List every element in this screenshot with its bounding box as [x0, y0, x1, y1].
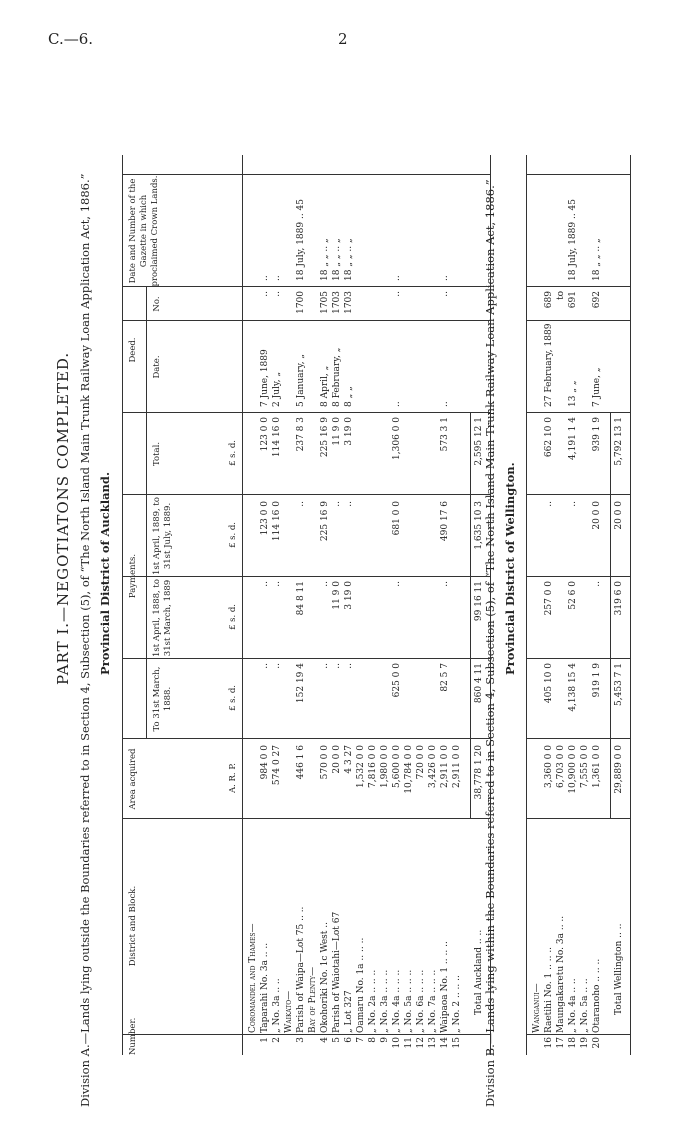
header-total: Total.	[152, 441, 162, 467]
column-rule	[122, 174, 490, 175]
table-cell-block: „ No. 5a .. .. ..	[404, 969, 414, 1033]
table-cell-total: 573 3 1	[440, 417, 450, 452]
table-cell-deed_no: ..	[272, 291, 282, 297]
division-a-heading: Division A.—Lands lying outside the Boundaries referred to in Section 4, Subsection (5), of “The North Island Main Trunk Railway Loan Application Act, 1886.”	[78, 173, 92, 1107]
total-cell-area: 29,889 0 0	[614, 745, 624, 794]
page-reference: C.—6.	[48, 30, 94, 48]
table-cell-deed_no: 1705	[320, 291, 330, 314]
table-cell-area: 20 0 0	[332, 745, 342, 774]
table-cell-p3: ..	[332, 501, 342, 507]
table-cell-area: 4 3 27	[344, 745, 354, 774]
total-cell-p3: 20 0 0	[614, 501, 624, 530]
total-cell-label: Total Wellington .. ..	[614, 923, 624, 1015]
table-cell-gazette: 18 „ „ .. „	[332, 238, 342, 281]
column-rule	[526, 1034, 630, 1035]
table-cell-deed_no: to	[556, 291, 566, 301]
unit-lsd-3: £ s. d.	[228, 521, 238, 549]
header-bottom-rule	[242, 155, 243, 1055]
table-cell-area: 1,361 0 0	[592, 745, 602, 788]
table-cell-block: „ No. 3a .. ..	[272, 978, 282, 1033]
table-cell-p3: ..	[344, 501, 354, 507]
table-cell-total: 114 16 0	[272, 417, 282, 458]
table-cell-area: 10,784 0 0	[404, 745, 414, 794]
unit-lsd-4: £ s. d.	[228, 439, 238, 467]
table-cell-area: 570 0 0	[320, 745, 330, 780]
table-cell-date: 2 July, „	[272, 371, 282, 407]
header-number: Number.	[128, 1017, 138, 1055]
table-cell-block: „ No. 2 .. .. ..	[452, 975, 462, 1033]
table-cell-block: Okohoriki No. 1c West ..	[320, 922, 330, 1033]
total-cell-p1: 860 4 11	[474, 663, 484, 704]
table-cell-p1: ..	[320, 663, 330, 669]
table-cell-date: 7 June, „	[592, 367, 602, 407]
column-rule	[122, 412, 490, 413]
table-cell-p2: 52 6 0	[568, 581, 578, 610]
table-cell-deed_no: 1703	[344, 291, 354, 314]
table-cell-area: 6,703 0 0	[556, 745, 566, 788]
table-cell-gazette: 18 „ „ .. „	[320, 238, 330, 281]
unit-arp: A. R. P.	[228, 762, 238, 794]
table-cell-block: „ No. 2a .. .. ..	[368, 969, 378, 1033]
table-cell-p1: ..	[332, 663, 342, 669]
table-cell-block: „ No. 4a .. .. ..	[392, 969, 402, 1033]
table-cell-date: 5 January, „	[296, 353, 306, 407]
header-payments: Payments.	[128, 553, 138, 599]
table-cell-gazette: 18 „ „ .. „	[344, 238, 354, 281]
table-cell-area: 7,555 0 0	[580, 745, 590, 788]
column-rule	[526, 494, 630, 495]
table-cell-date: 27 February, 1889	[544, 323, 554, 407]
table-cell-area: 574 0 27	[272, 745, 282, 786]
table-cell-date: ..	[392, 401, 402, 407]
table-top-rule	[122, 155, 123, 1055]
column-rule	[526, 658, 630, 659]
column-rule	[526, 174, 630, 175]
table-cell-num: 5	[332, 1037, 342, 1043]
table-cell-num: 9	[380, 1037, 390, 1043]
table-cell-block: Waikato—	[284, 990, 294, 1033]
table-cell-total: 225 16 9	[320, 417, 330, 458]
column-rule	[122, 738, 490, 739]
column-rule	[122, 818, 490, 819]
header-deed-no: No.	[152, 296, 162, 312]
table-cell-p1: 405 10 0	[544, 663, 554, 704]
table-cell-gazette: ..	[260, 275, 270, 281]
table-cell-p3: ..	[568, 501, 578, 507]
column-rule	[526, 818, 630, 819]
table-cell-date: ..	[440, 401, 450, 407]
total-cell-total: 5,792 13 1	[614, 417, 624, 466]
table-cell-p1: ..	[272, 663, 282, 669]
table-cell-num: 20	[592, 1037, 602, 1049]
total-cell-label: Total Auckland .. ..	[474, 929, 484, 1015]
table-cell-p3: 123 0 0	[260, 501, 270, 536]
table-cell-block: „ No. 6a .. .. ..	[416, 969, 426, 1033]
table-cell-gazette: ..	[272, 275, 282, 281]
table-cell-p3: ..	[544, 501, 554, 507]
table-cell-date: 7 June, 1889	[260, 349, 270, 407]
table-cell-block: Parish of Waipa—Lot 75 .. ..	[296, 906, 306, 1033]
unit-lsd-1: £ s. d.	[228, 684, 238, 712]
column-rule	[526, 576, 630, 577]
table-cell-p2: 84 8 11	[296, 581, 306, 616]
table-cell-num: 17	[556, 1037, 566, 1049]
table-cell-p2: ..	[320, 581, 330, 587]
table-cell-block: „ No. 7a .. .. ..	[428, 969, 438, 1033]
table-cell-num: 18	[568, 1037, 578, 1049]
table-cell-gazette: 18 „ „ .. „	[592, 238, 602, 281]
table-cell-num: 13	[428, 1037, 438, 1049]
table-cell-area: 7,816 0 0	[368, 745, 378, 788]
table-cell-block: Maungakaretu No. 3a .. ..	[556, 915, 566, 1033]
column-rule	[122, 658, 490, 659]
table-cell-p1: 82 5 7	[440, 663, 450, 692]
table-cell-p1: 152 19 4	[296, 663, 306, 704]
table-bottom-rule	[490, 155, 491, 1055]
table-cell-num: 7	[356, 1037, 366, 1043]
column-rule	[526, 320, 630, 321]
header-april89-july89: 1st April, 1889, to 31st July, 1889.	[152, 497, 173, 575]
table-cell-deed_no: 689	[544, 291, 554, 309]
table-cell-area: 3,426 0 0	[428, 745, 438, 788]
table-cell-area: 446 1 6	[296, 745, 306, 780]
table-cell-block: Taparahi No. 3a .. ..	[260, 942, 270, 1033]
table-top-rule	[526, 155, 527, 1055]
page-title: PART I.—NEGOTIATONS COMPLETED.	[54, 351, 72, 685]
table-cell-p2: 11 9 0	[332, 581, 342, 610]
table-cell-area: 5,600 0 0	[392, 745, 402, 788]
division-b-heading: Division B.—Lands lying within the Boundaries referred to in Section 4, Subsection (5), of “The North Island Main Trunk Railway Loan Application Act, 1886.”	[483, 179, 497, 1107]
table-cell-block: Otaranoho .. .. ..	[592, 958, 602, 1033]
table-cell-deed_no: 691	[568, 291, 578, 309]
table-cell-area: 2,911 0 0	[452, 745, 462, 788]
total-rule	[610, 413, 611, 819]
column-rule	[122, 286, 490, 287]
header-april88-march89: 1st April, 1888, to 31st March, 1889	[152, 579, 173, 657]
table-cell-block: „ No. 4a .. ..	[568, 978, 578, 1033]
table-cell-deed_no: 1703	[332, 291, 342, 314]
table-cell-total: 939 1 9	[592, 417, 602, 452]
table-cell-num: 6	[344, 1037, 354, 1043]
table-cell-p3: 114 16 0	[272, 501, 282, 542]
table-cell-total: 3 19 0	[344, 417, 354, 446]
table-cell-total: 1,306 0 0	[392, 417, 402, 460]
column-rule	[122, 320, 490, 321]
table-cell-block: „ Lot 327	[344, 990, 354, 1033]
table-cell-deed_no: ..	[440, 291, 450, 297]
table-cell-p3: ..	[296, 501, 306, 507]
unit-lsd-2: £ s. d.	[228, 603, 238, 631]
table-cell-area: 2,911 0 0	[440, 745, 450, 788]
table-cell-num: 10	[392, 1037, 402, 1049]
table-cell-num: 14	[440, 1037, 450, 1049]
table-cell-block: Oamaru No. 1a .. .. ..	[356, 937, 366, 1033]
table-cell-p3: 225 16 9	[320, 501, 330, 542]
table-cell-num: 1	[260, 1037, 270, 1043]
table-cell-deed_no: ..	[260, 291, 270, 297]
table-cell-date: 13 „ „	[568, 380, 578, 407]
table-cell-gazette: ..	[440, 275, 450, 281]
table-cell-p3: 681 0 0	[392, 501, 402, 536]
table-cell-total: 662 10 0	[544, 417, 554, 458]
table-cell-p1: ..	[260, 663, 270, 669]
column-rule	[122, 576, 490, 577]
total-cell-p2: 319 6 0	[614, 581, 624, 616]
table-bottom-rule	[630, 155, 631, 1055]
table-cell-total: 123 0 0	[260, 417, 270, 452]
table-cell-num: 3	[296, 1037, 306, 1043]
table-cell-num: 15	[452, 1037, 462, 1049]
table-cell-block: Coromandel and Thames—	[248, 923, 258, 1033]
header-deed: Deed.	[128, 337, 138, 363]
table-cell-num: 12	[416, 1037, 426, 1049]
total-cell-total: 2,595 12 1	[474, 417, 484, 466]
header-sub-rule	[146, 287, 147, 739]
table-cell-area: 10,900 0 0	[568, 745, 578, 794]
table-cell-block: Wanganui—	[532, 983, 542, 1033]
table-cell-block: Raetihi No. 1 .. .. ..	[544, 946, 554, 1033]
table-cell-block: Parish of Waiotahi—Lot 67	[332, 911, 342, 1033]
total-cell-area: 38,778 1 20	[474, 745, 484, 800]
table-cell-gazette: ..	[392, 275, 402, 281]
table-cell-total: 11 9 0	[332, 417, 342, 446]
column-rule	[122, 494, 490, 495]
table-cell-p3: 20 0 0	[592, 501, 602, 530]
total-rule	[470, 413, 471, 819]
table-cell-total: 4,191 1 4	[568, 417, 578, 460]
table-cell-num: 11	[404, 1037, 414, 1049]
table-cell-p2: ..	[592, 581, 602, 587]
table-cell-block: „ No. 5a .. ..	[580, 978, 590, 1033]
header-area: Area acquired	[128, 748, 138, 810]
total-cell-p3: 1,635 10 3	[474, 501, 484, 550]
table-cell-gazette: 18 July, 1889 .. 45	[296, 198, 306, 281]
total-cell-p2: 99 16 11	[474, 581, 484, 622]
table-cell-p2: ..	[272, 581, 282, 587]
table-cell-block: Waipaoa No. 1 .. .. ..	[440, 941, 450, 1033]
division-b-subheading: Provincial District of Wellington.	[503, 462, 517, 675]
table-cell-num: 2	[272, 1037, 282, 1043]
table-cell-p1: 919 1 9	[592, 663, 602, 698]
table-cell-area: 3,360 0 0	[544, 745, 554, 788]
table-cell-area: 720 0 0	[416, 745, 426, 780]
table-cell-p1: ..	[344, 663, 354, 669]
total-cell-p1: 5,453 7 1	[614, 663, 624, 706]
table-cell-p3: 490 17 6	[440, 501, 450, 542]
table-cell-date: 8 February, „	[332, 347, 342, 407]
table-cell-gazette: 18 July, 1889 .. 45	[568, 198, 578, 281]
table-cell-deed_no: 692	[592, 291, 602, 309]
header-to-march-1888: To 31st March, 1888.	[152, 666, 173, 732]
column-rule	[526, 286, 630, 287]
table-cell-p2: 3 19 0	[344, 581, 354, 610]
header-district: District and Block.	[128, 885, 138, 967]
table-cell-total: 237 8 3	[296, 417, 306, 452]
table-cell-num: 19	[580, 1037, 590, 1049]
table-cell-p2: ..	[392, 581, 402, 587]
table-cell-p2: 257 0 0	[544, 581, 554, 616]
table-cell-num: 4	[320, 1037, 330, 1043]
table-cell-num: 8	[368, 1037, 378, 1043]
column-rule	[526, 412, 630, 413]
table-cell-p2: ..	[260, 581, 270, 587]
table-cell-area: 1,980 0 0	[380, 745, 390, 788]
table-cell-date: 8 April, „	[320, 365, 330, 407]
table-cell-area: 984 0 0	[260, 745, 270, 780]
table-cell-p2: ..	[440, 581, 450, 587]
table-cell-block: Bay of Plenty—	[308, 966, 318, 1033]
column-rule	[122, 1034, 490, 1035]
header-gazette: Date and Number of the Gazette in which proclaimed Crown Lands.	[128, 175, 160, 287]
table-cell-block: „ No. 3a .. .. ..	[380, 969, 390, 1033]
table-cell-deed_no: ..	[392, 291, 402, 297]
column-rule	[526, 738, 630, 739]
table-cell-p1: 625 0 0	[392, 663, 402, 698]
header-deed-date: Date.	[152, 355, 162, 379]
table-cell-area: 1,532 0 0	[356, 745, 366, 788]
page-number: 2	[338, 30, 348, 48]
division-a-subheading: Provincial District of Auckland.	[98, 472, 112, 675]
table-cell-deed_no: 1700	[296, 291, 306, 314]
table-cell-p1: 4,138 15 4	[568, 663, 578, 712]
rotated-table-sheet	[50, 71, 690, 1115]
table-cell-num: 16	[544, 1037, 554, 1049]
table-cell-date: 8 „ „	[344, 386, 354, 407]
